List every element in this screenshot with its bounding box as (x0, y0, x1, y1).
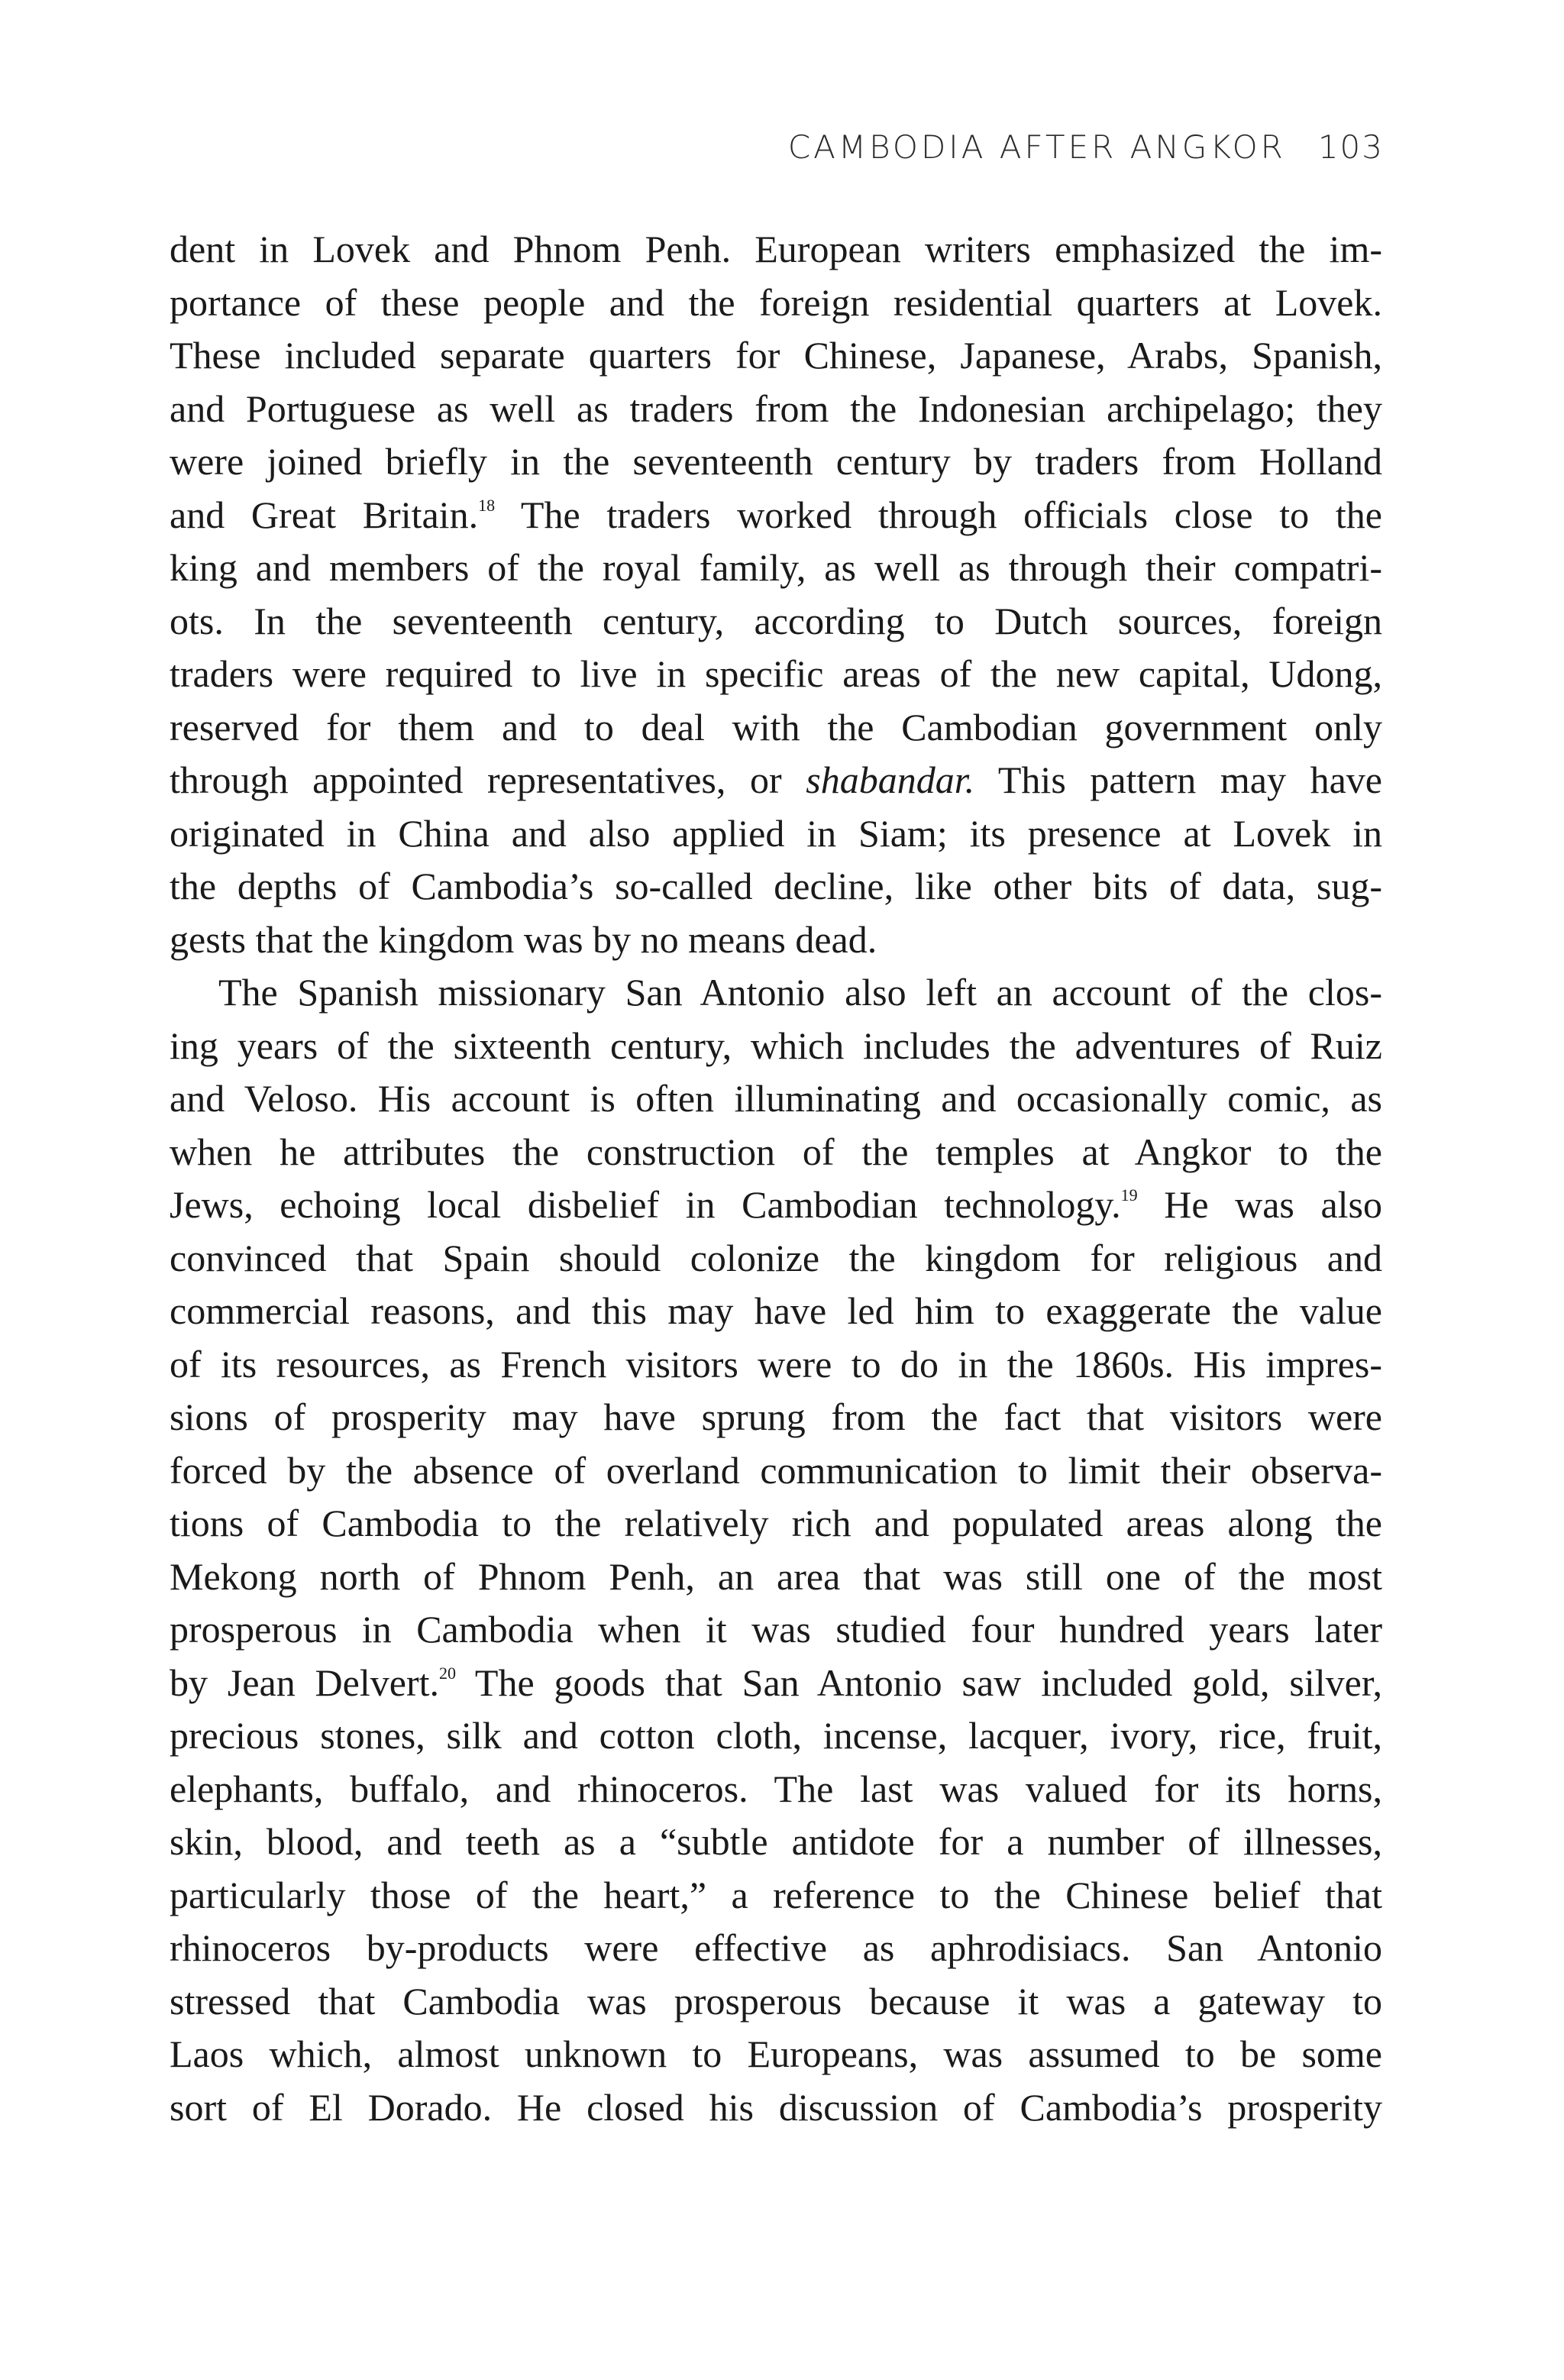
text-line: ots. In the seventeenth century, according to Dutch sources, foreign (170, 599, 1382, 642)
text-line: originated in China and also applied in Siam; its presence at Lovek in (170, 811, 1382, 855)
text-line: reserved for them and to deal with the Cambodian government only (170, 705, 1382, 749)
text-line: prosperous in Cambodia when it was studied four hundred years later (170, 1608, 1382, 1651)
text-line (170, 1657, 1382, 1710)
text-line: the depths of Cambodia’s so-called decline, like other bits of data, sug- (170, 865, 1382, 907)
text-line: were joined briefly in the seventeenth century by traders from Holland (170, 440, 1382, 483)
running-title: CAMBODIA AFTER ANGKOR (787, 128, 1286, 166)
text-line: sions of prosperity may have sprung from the fact that visitors were (170, 1395, 1382, 1438)
text-line: Laos which, almost unknown to Europeans, was assumed to be some (170, 2032, 1382, 2075)
text-line: ing years of the sixteenth century, which includes the adventures of Ruiz (170, 1023, 1382, 1067)
text-line: stressed that Cambodia was prosperous because it was a gateway to (170, 1979, 1382, 2023)
text-line: dent in Lovek and Phnom Penh. European writers emphasized the im- (170, 228, 1382, 270)
text-line: forced by the absence of overland communication to limit their observa- (170, 1448, 1382, 1492)
text-segment: The traders worked through officials close to the (495, 493, 1382, 536)
text-segment: and Great Britain. (170, 493, 479, 536)
body-text (170, 223, 1382, 2134)
text-line: particularly those of the heart,” a reference to the Chinese belief that (170, 1873, 1382, 1916)
footnote-ref-19: 19 (1120, 1185, 1138, 1205)
text-line: portance of these people and the foreign residential quarters at Lovek. (170, 280, 1382, 324)
text-line: traders were required to live in specific areas of the new capital, Udong, (170, 652, 1382, 695)
footnote-ref-20: 20 (438, 1663, 456, 1683)
text-line: commercial reasons, and this may have led him to exaggerate the value (170, 1289, 1382, 1332)
text-line: skin, blood, and teeth as a “subtle antidote for a number of illnesses, (170, 1820, 1382, 1863)
text-line: and Veloso. His account is often illuminating and occasionally comic, as (170, 1077, 1382, 1120)
text-line: precious stones, silk and cotton cloth, incense, lacquer, ivory, rice, fruit, (170, 1714, 1382, 1757)
text-line: gests that the kingdom was by no means dead. (170, 917, 877, 961)
text-line: sort of El Dorado. He closed his discussion of Cambodia’s prosperity (170, 2085, 1382, 2129)
text-segment: The goods that San Antonio saw included gold, silver, (455, 1661, 1382, 1704)
text-line: Mekong north of Phnom Penh, an area that was still one of the most (170, 1554, 1382, 1598)
text-line: of its resources, as French visitors were to do in the 1860s. His impres- (170, 1342, 1382, 1386)
text-line (170, 1179, 1382, 1232)
running-head (788, 128, 1384, 166)
paragraph-first-line: The Spanish missionary San Antonio also left an account of the clos- (218, 971, 1382, 1014)
page-number: 103 (1317, 128, 1384, 166)
text-segment: Jews, echoing local disbelief in Cambodian technology. (170, 1183, 1121, 1226)
text-line: rhinoceros by-products were effective as aphrodisiacs. San Antonio (170, 1926, 1382, 1969)
text-line: king and members of the royal family, as well as through their compatri- (170, 546, 1382, 589)
text-segment: He was also (1137, 1183, 1382, 1226)
text-segment: This pattern may have (974, 758, 1382, 801)
text-line: These included separate quarters for Chinese, Japanese, Arabs, Spanish, (170, 334, 1382, 377)
text-segment: by Jean Delvert. (170, 1661, 439, 1704)
text-line: and Portuguese as well as traders from the Indonesian archipelago; they (170, 386, 1382, 430)
text-line: elephants, buffalo, and rhinoceros. The last was valued for its horns, (170, 1767, 1382, 1810)
text-line (170, 754, 1382, 807)
text-segment: through appointed representatives, or (170, 758, 806, 801)
footnote-ref-18: 18 (478, 495, 496, 515)
text-line: convinced that Spain should colonize the kingdom for religious and (170, 1236, 1382, 1279)
text-line: tions of Cambodia to the relatively rich and populated areas along the (170, 1502, 1382, 1544)
text-line (170, 489, 1382, 542)
italic-term: shabandar. (806, 758, 975, 801)
text-line: when he attributes the construction of the temples at Angkor to the (170, 1130, 1382, 1173)
